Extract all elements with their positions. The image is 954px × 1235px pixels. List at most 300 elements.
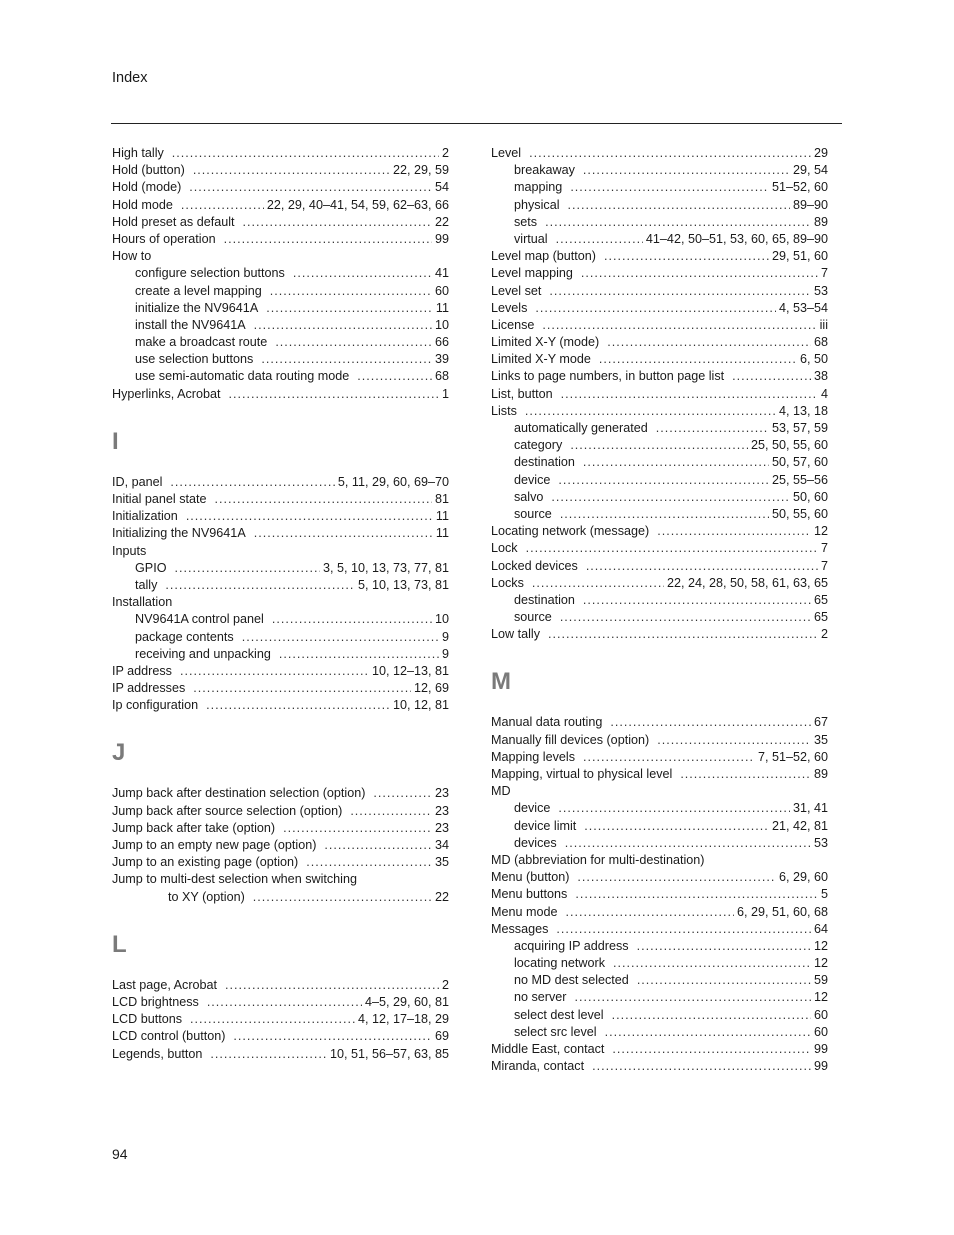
index-entry-label: device — [514, 801, 551, 816]
index-entry — [491, 265, 828, 282]
index-subentry — [491, 609, 828, 626]
index-page-links[interactable]: 4, 12, 17–18, 29 — [357, 1012, 449, 1027]
index-section-letter: J — [112, 739, 126, 767]
dot-leader — [566, 904, 734, 921]
index-subentry — [491, 938, 828, 955]
index-entry-label: Low tally — [491, 627, 540, 642]
dot-leader — [556, 231, 643, 248]
index-entry-label: Initializing the NV9641A — [112, 526, 246, 541]
index-page-links[interactable]: 2 — [820, 627, 828, 642]
dot-leader — [186, 508, 433, 525]
index-subentry — [112, 611, 449, 628]
dot-leader — [549, 283, 811, 300]
index-entry — [491, 145, 828, 162]
index-entry-label: physical — [514, 197, 560, 212]
index-entry — [491, 334, 828, 351]
dot-leader — [529, 145, 811, 162]
index-page-links[interactable]: 4, 13, 18 — [778, 403, 828, 418]
index-page-links[interactable]: 53, 57, 59 — [771, 421, 828, 435]
index-page-links[interactable]: 68 — [813, 335, 828, 350]
index-entry-label: Locks — [491, 575, 524, 590]
index-entry-label: Jump back after take (option) — [112, 820, 276, 835]
dot-leader — [612, 1007, 811, 1024]
index-entry-label: MD — [491, 784, 511, 799]
dot-leader — [172, 145, 439, 162]
dot-leader — [657, 523, 811, 540]
index-entry — [491, 749, 828, 766]
index-entry — [112, 854, 449, 871]
dot-leader — [560, 506, 769, 523]
index-page-links[interactable]: 25, 55–56 — [771, 472, 828, 487]
index-entry-label: select src level — [514, 1024, 597, 1039]
index-subentry — [491, 592, 828, 609]
dot-leader — [542, 317, 816, 334]
index-entry-label: Links to page numbers, in button page list — [491, 369, 725, 384]
index-subentry — [112, 283, 449, 300]
dot-leader — [324, 837, 432, 854]
index-subentry — [491, 1024, 828, 1041]
dot-leader — [270, 283, 432, 300]
index-page-links[interactable]: 1 — [441, 386, 449, 401]
index-entry-label: Mapping levels — [491, 749, 576, 764]
index-subentry — [112, 300, 449, 317]
dot-leader — [266, 300, 433, 317]
dot-leader — [680, 766, 811, 783]
dot-leader — [575, 886, 818, 903]
index-entry — [491, 1058, 828, 1075]
index-page-links[interactable]: 9 — [441, 629, 449, 644]
index-page-links[interactable]: 41 — [434, 266, 449, 281]
index-entry-label: IP addresses — [112, 681, 186, 696]
dot-leader — [599, 351, 797, 368]
dot-leader — [583, 749, 755, 766]
index-entry — [491, 351, 828, 368]
index-page-links[interactable]: 68 — [434, 369, 449, 384]
index-subentry — [491, 472, 828, 489]
index-page-links[interactable]: iii — [819, 317, 828, 332]
dot-leader — [568, 197, 790, 214]
index-entry-label: Hyperlinks, Acrobat — [112, 386, 221, 401]
index-page-links[interactable]: 51–52, 60 — [771, 180, 828, 195]
index-page-links[interactable]: 53 — [813, 283, 828, 298]
index-page-links[interactable]: 7 — [820, 541, 828, 556]
index-page-links[interactable]: 66 — [434, 335, 449, 350]
dot-leader — [575, 989, 811, 1006]
dot-leader — [193, 162, 390, 179]
index-entry-label: device limit — [514, 818, 577, 833]
index-entry-label: Mapping, virtual to physical level — [491, 767, 673, 781]
index-entry-label: Initial panel state — [112, 492, 207, 506]
index-entry-label: tally — [135, 577, 158, 592]
index-page-links[interactable]: 23 — [434, 820, 449, 835]
index-entry — [491, 248, 828, 265]
index-column-left — [112, 145, 449, 1063]
index-page-links[interactable]: 9 — [441, 646, 449, 661]
index-entry-label: License — [491, 317, 535, 332]
index-page-links[interactable]: 11 — [435, 526, 449, 541]
index-entry-label: salvo — [514, 489, 544, 504]
index-page-links[interactable]: 50, 60 — [792, 489, 828, 504]
index-entry-label: How to — [112, 249, 152, 264]
index-page-links[interactable]: 60 — [434, 283, 449, 298]
dot-leader — [279, 646, 439, 663]
index-entry-label: Messages — [491, 921, 549, 936]
index-page-links[interactable]: 65 — [813, 592, 828, 607]
index-page-links[interactable]: 22, 29, 59 — [392, 163, 449, 178]
index-subentry — [112, 334, 449, 351]
index-page-links[interactable]: 35 — [434, 855, 449, 870]
index-entry — [491, 714, 828, 731]
index-entry — [112, 785, 449, 802]
index-page-links[interactable]: 99 — [813, 1042, 828, 1056]
dot-leader — [548, 626, 818, 643]
page-number: 94 — [112, 1146, 128, 1162]
index-entry-label: High tally — [112, 146, 164, 160]
index-entry — [491, 283, 828, 300]
index-section-letter: M — [491, 668, 511, 696]
index-entry-label: Hold (mode) — [112, 180, 182, 195]
index-page-links[interactable]: 59 — [813, 973, 828, 988]
index-page-links[interactable]: 4, 53–54 — [778, 300, 828, 315]
dot-leader — [229, 386, 439, 403]
index-page-links[interactable]: 34 — [434, 838, 449, 852]
index-entry-label: LCD brightness — [112, 994, 199, 1009]
index-page-links[interactable]: 5, 10, 13, 73, 81 — [357, 577, 449, 592]
index-page-links[interactable]: 60 — [813, 1024, 828, 1039]
index-entry-label: MD (abbreviation for multi-destination) — [491, 852, 705, 867]
index-entry — [112, 837, 449, 854]
dot-leader — [607, 334, 811, 351]
index-page-links[interactable]: 7 — [820, 266, 828, 281]
index-subentry — [491, 197, 828, 214]
index-entry — [491, 403, 828, 420]
dot-leader — [253, 889, 432, 906]
index-page-links[interactable]: 69 — [434, 1029, 449, 1044]
index-page-links[interactable]: 99 — [813, 1059, 828, 1074]
index-entry-label: no MD dest selected — [514, 973, 629, 988]
index-page-links[interactable]: 64 — [813, 921, 828, 936]
index-entry-label: Locked devices — [491, 558, 578, 573]
dot-leader — [224, 231, 432, 248]
index-entry-label: Middle East, contact — [491, 1042, 605, 1056]
index-entry — [112, 145, 449, 162]
index-entry-label: use selection buttons — [135, 352, 254, 367]
index-entry-label: Manually fill devices (option) — [491, 732, 650, 747]
index-entry-label: Menu (button) — [491, 870, 570, 885]
index-subentry — [112, 368, 449, 385]
index-entry — [112, 474, 449, 491]
index-entry — [112, 491, 449, 508]
index-entry-label: GPIO — [135, 560, 167, 575]
index-page-links[interactable]: 39 — [434, 352, 449, 367]
index-page-links[interactable]: 29 — [813, 146, 828, 160]
index-entry — [112, 680, 449, 697]
index-entry-label: destination — [514, 592, 575, 607]
index-page-links[interactable]: 89 — [813, 767, 828, 781]
dot-leader — [373, 785, 432, 802]
dot-leader — [210, 1046, 327, 1063]
dot-leader — [604, 248, 769, 265]
index-subentry — [112, 265, 449, 282]
index-entry-label: receiving and unpacking — [135, 646, 271, 661]
index-entry — [112, 386, 449, 403]
index-section-letter: L — [112, 930, 127, 958]
dot-leader — [657, 732, 811, 749]
index-entry-label: package contents — [135, 629, 234, 644]
index-page-links[interactable]: 10, 12, 81 — [392, 698, 449, 713]
index-entry-label: initialize the NV9641A — [135, 300, 259, 315]
index-page-links[interactable]: 3, 5, 10, 13, 73, 77, 81 — [322, 560, 449, 575]
index-entry — [112, 697, 449, 714]
index-page-links[interactable]: 29, 54 — [792, 163, 828, 178]
index-entry — [112, 162, 449, 179]
index-page-links[interactable]: 10 — [434, 317, 449, 332]
index-entry — [491, 626, 828, 643]
index-entry-label: to XY (option) — [168, 889, 245, 904]
index-entry-label: Manual data routing — [491, 715, 603, 730]
index-entry — [491, 368, 828, 385]
index-page-links[interactable]: 29, 51, 60 — [771, 249, 828, 264]
dot-leader — [551, 489, 790, 506]
dot-leader — [565, 835, 811, 852]
index-page-links[interactable]: 99 — [434, 231, 449, 246]
dot-leader — [605, 1024, 811, 1041]
index-subentry — [112, 577, 449, 594]
index-entry — [491, 300, 828, 317]
index-entry-label: Menu mode — [491, 904, 558, 919]
index-subentry — [112, 560, 449, 577]
index-page-links[interactable]: 12 — [813, 990, 828, 1005]
dot-leader — [637, 938, 811, 955]
index-entry-label: breakaway — [514, 163, 575, 178]
index-page-links[interactable]: 65 — [813, 610, 828, 625]
index-entry — [491, 386, 828, 403]
index-page-links[interactable]: 4–5, 29, 60, 81 — [364, 994, 449, 1009]
index-page-links[interactable]: 6, 29, 60 — [778, 870, 828, 885]
dot-leader — [254, 317, 432, 334]
dot-leader — [190, 1011, 355, 1028]
index-page-links[interactable]: 60 — [813, 1007, 828, 1022]
index-entry-label: LCD control (button) — [112, 1029, 226, 1044]
dot-leader — [583, 162, 790, 179]
index-entry-label: Last page, Acrobat — [112, 977, 218, 992]
index-page-links[interactable]: 4 — [820, 386, 828, 401]
index-page-links[interactable]: 23 — [434, 786, 449, 801]
index-entry-label: Lists — [491, 403, 517, 418]
index-heading — [112, 594, 449, 611]
index-entry-label: category — [514, 438, 563, 453]
index-page-links[interactable]: 41–42, 50–51, 53, 60, 65, 89–90 — [645, 231, 828, 246]
index-page-links[interactable]: 21, 42, 81 — [771, 818, 828, 833]
index-page-links[interactable]: 7, 51–52, 60 — [757, 749, 828, 764]
dot-leader — [170, 474, 334, 491]
index-page-links[interactable]: 10, 12–13, 81 — [371, 663, 449, 678]
index-column-right — [491, 145, 828, 1075]
index-subentry — [491, 972, 828, 989]
dot-leader — [207, 994, 362, 1011]
index-entry-label: sets — [514, 214, 538, 229]
index-section-letter: I — [112, 427, 119, 455]
index-page-links[interactable]: 89–90 — [792, 197, 828, 212]
index-entry — [491, 523, 828, 540]
index-entry-label: create a level mapping — [135, 283, 262, 298]
index-page-links[interactable]: 23 — [434, 803, 449, 818]
index-entry-label: Initialization — [112, 509, 178, 524]
index-entry — [491, 904, 828, 921]
index-page-links[interactable]: 31, 41 — [792, 801, 828, 816]
index-entry-label: Jump to multi-dest selection when switching — [112, 872, 357, 887]
index-entry — [112, 820, 449, 837]
dot-leader — [233, 1028, 432, 1045]
dot-leader — [558, 472, 769, 489]
index-subentry — [491, 454, 828, 471]
index-entry — [112, 803, 449, 820]
index-entry-label: Levels — [491, 300, 528, 315]
index-entry — [491, 732, 828, 749]
index-page-links[interactable]: 10 — [434, 612, 449, 627]
index-entry — [491, 886, 828, 903]
index-entry-label: Ip configuration — [112, 698, 199, 713]
index-entry-label: LCD buttons — [112, 1012, 183, 1027]
index-entry-label: configure selection buttons — [135, 266, 285, 281]
index-entry-label: Hold mode — [112, 197, 173, 212]
dot-leader — [558, 800, 790, 817]
dot-leader — [275, 334, 432, 351]
index-entry — [112, 508, 449, 525]
index-page-links[interactable]: 6, 50 — [799, 352, 828, 367]
index-page-links[interactable]: 11 — [435, 300, 449, 315]
index-entry — [112, 1011, 449, 1028]
dot-leader — [732, 368, 811, 385]
index-page-links[interactable]: 50, 55, 60 — [771, 506, 828, 521]
index-entry-label: Level set — [491, 283, 542, 298]
index-page-links[interactable]: 22, 29, 40–41, 54, 59, 62–63, 66 — [266, 197, 449, 212]
index-page-links[interactable]: 2 — [441, 977, 449, 992]
index-subentry — [491, 420, 828, 437]
index-page-links[interactable]: 10, 51, 56–57, 63, 85 — [329, 1046, 449, 1061]
index-page-links[interactable]: 5, 11, 29, 60, 69–70 — [337, 474, 449, 489]
dot-leader — [561, 386, 818, 403]
index-page-links[interactable]: 38 — [813, 369, 828, 384]
dot-leader — [357, 368, 432, 385]
index-entry-label: acquiring IP address — [514, 938, 629, 953]
index-entry-label: Level — [491, 146, 522, 160]
index-entry-label: IP address — [112, 663, 172, 678]
index-entry-label: locating network — [514, 956, 606, 971]
index-page-links[interactable]: 89 — [813, 214, 828, 229]
index-entry-label: Jump back after destination selection (option) — [112, 786, 366, 801]
index-page-links[interactable]: 81 — [434, 492, 449, 506]
index-entry — [491, 1041, 828, 1058]
index-entry-label: source — [514, 506, 552, 521]
dot-leader — [193, 680, 411, 697]
index-page-links[interactable]: 22 — [434, 214, 449, 229]
index-entry — [491, 869, 828, 886]
dot-leader — [189, 179, 432, 196]
index-heading — [491, 852, 828, 869]
dot-leader — [570, 437, 748, 454]
index-entry-label: Jump back after source selection (option) — [112, 803, 343, 818]
index-page-links[interactable]: 22 — [434, 889, 449, 904]
index-page-links[interactable]: 2 — [441, 146, 449, 160]
index-entry-label: destination — [514, 455, 575, 470]
index-page-links[interactable]: 12 — [813, 524, 828, 539]
index-entry-label: NV9641A control panel — [135, 612, 264, 627]
index-page-links[interactable]: 7 — [820, 558, 828, 573]
index-entry-label: source — [514, 610, 552, 625]
index-subentry — [491, 437, 828, 454]
index-entry-label: Locating network (message) — [491, 524, 650, 539]
index-page-links[interactable]: 22, 24, 28, 50, 58, 61, 63, 65 — [666, 575, 828, 590]
index-entry-label: Level mapping — [491, 266, 573, 281]
dot-leader — [560, 609, 811, 626]
index-page-links[interactable]: 6, 29, 51, 60, 68 — [736, 904, 828, 919]
dot-leader — [581, 265, 818, 282]
index-entry-label: ID, panel — [112, 474, 163, 489]
index-page-links[interactable]: 54 — [434, 180, 449, 195]
index-entry — [112, 214, 449, 231]
header-rule — [111, 123, 842, 124]
dot-leader — [586, 558, 818, 575]
dot-leader — [577, 869, 776, 886]
index-heading — [112, 248, 449, 265]
index-entry-label: Jump to an empty new page (option) — [112, 838, 317, 852]
index-page-links[interactable]: 67 — [813, 715, 828, 730]
index-subentry — [491, 955, 828, 972]
dot-leader — [175, 560, 320, 577]
dot-leader — [584, 818, 769, 835]
page-header-title: Index — [112, 70, 148, 86]
index-entry-label: Level map (button) — [491, 249, 597, 264]
index-entry — [112, 1028, 449, 1045]
dot-leader — [637, 972, 811, 989]
index-page-links[interactable]: 11 — [435, 509, 449, 524]
index-entry-label: select dest level — [514, 1007, 604, 1022]
dot-leader — [225, 977, 439, 994]
index-entry-label: Hours of operation — [112, 231, 216, 246]
index-page-links[interactable]: 53 — [813, 835, 828, 850]
dot-leader — [283, 820, 432, 837]
index-entry-label: device — [514, 472, 551, 487]
index-page-links[interactable]: 12, 69 — [413, 681, 449, 696]
index-subentry — [112, 646, 449, 663]
dot-leader — [583, 592, 811, 609]
index-entry-label: make a broadcast route — [135, 335, 268, 350]
index-page-links[interactable]: 25, 50, 55, 60 — [750, 438, 828, 453]
index-entry-label: devices — [514, 835, 557, 850]
index-entry — [112, 231, 449, 248]
index-subentry — [491, 489, 828, 506]
index-entry — [112, 1046, 449, 1063]
index-page-links[interactable]: 5 — [820, 887, 828, 902]
index-subentry — [112, 889, 449, 906]
dot-leader — [254, 525, 433, 542]
index-page-links[interactable]: 12 — [813, 956, 828, 971]
index-subentry — [491, 835, 828, 852]
index-page-links[interactable]: 12 — [813, 938, 828, 953]
index-page-links[interactable]: 50, 57, 60 — [771, 455, 828, 470]
index-entry-label: mapping — [514, 180, 563, 195]
index-subentry — [491, 506, 828, 523]
index-subentry — [112, 317, 449, 334]
index-page-links[interactable]: 35 — [813, 732, 828, 747]
index-entry — [112, 977, 449, 994]
dot-leader — [583, 454, 769, 471]
index-entry — [491, 317, 828, 334]
dot-leader — [525, 403, 776, 420]
index-entry-label: Lock — [491, 541, 518, 556]
dot-leader — [612, 1041, 811, 1058]
